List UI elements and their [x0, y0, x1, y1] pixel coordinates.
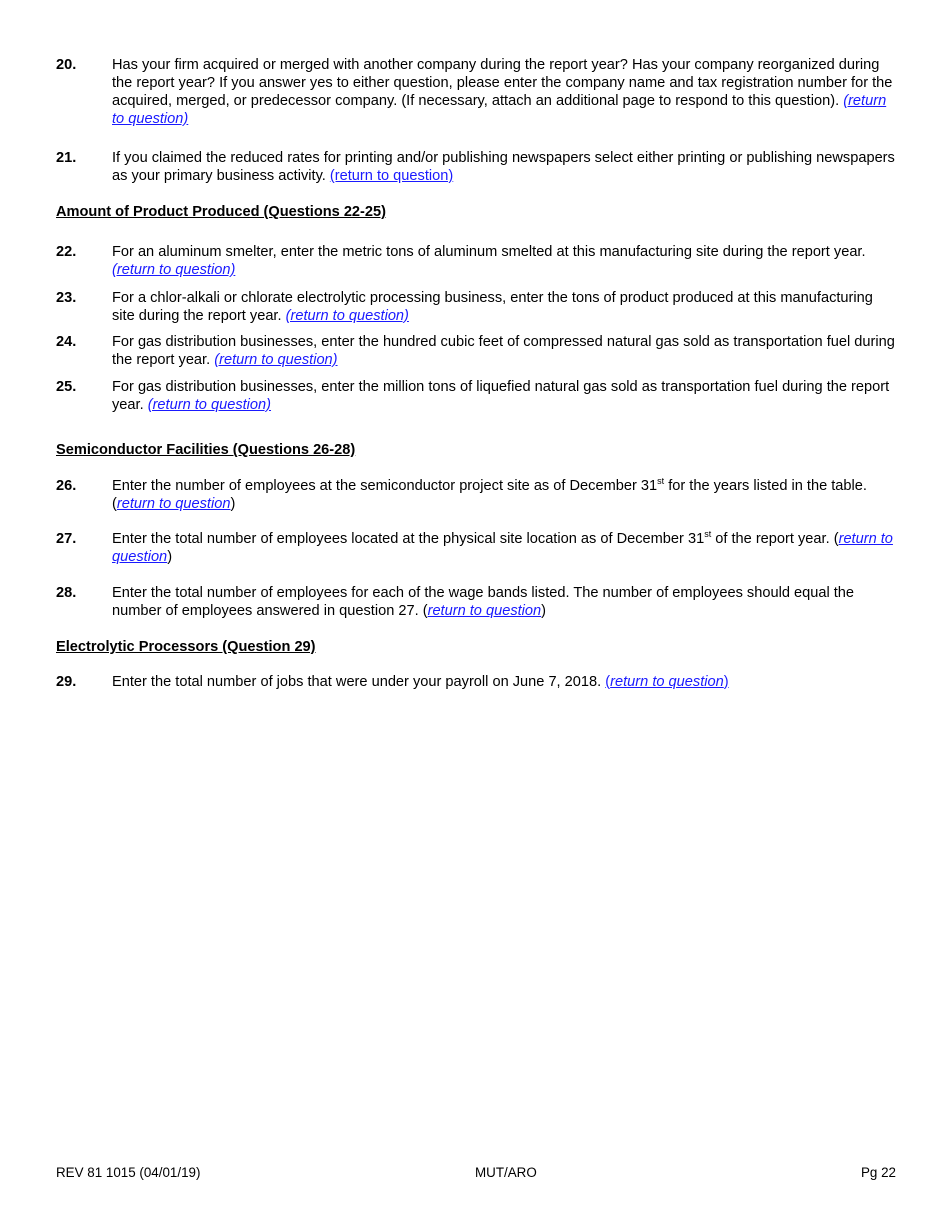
question-29	[56, 673, 729, 691]
question-26: 26. Enter the number of employees at the semiconductor project site as of December 31st for the years listed in the table. (return to question)	[56, 476, 872, 512]
question-21	[56, 149, 898, 185]
question-number: 23.	[56, 290, 77, 306]
question-number: 20.	[56, 57, 77, 73]
return-to-question-link[interactable]: (return to question)	[214, 352, 338, 368]
question-24	[56, 333, 898, 369]
form-code: MUT/ARO	[475, 1165, 537, 1180]
question-text: Enter the total number of employees for each of the wage bands listed. The number of employees should equal the number of employees answered in question 27.	[112, 585, 855, 619]
return-to-question-link[interactable]: return to question	[112, 531, 893, 565]
question-number: 22.	[56, 244, 77, 260]
return-to-question-link[interactable]: return to question	[116, 496, 231, 512]
question-text: If you claimed the reduced rates for printing and/or publishing newspapers select either printing or publishing newspapers as your primary business activity.	[112, 150, 895, 184]
section-heading-semiconductor: Semiconductor Facilities (Questions 26-28)	[56, 442, 356, 458]
question-text: Enter the total number of jobs that were under your payroll on June 7, 2018.	[112, 674, 602, 690]
return-to-question-link[interactable]: (return to question)	[147, 397, 272, 413]
question-28: 28. Enter the total number of employees for each of the wage bands listed. The number of employees should equal the number of employees answered in question 27. (return to question)	[56, 585, 855, 619]
return-to-question-link[interactable]: (return to question)	[285, 308, 409, 324]
question-27: 27. Enter the total number of employees located at the physical site location as of December 31st of the report year. (return to question)	[56, 529, 893, 565]
return-to-question-link[interactable]: (return to question)	[112, 262, 236, 278]
question-number: 26.	[56, 478, 77, 494]
question-number: 29.	[56, 674, 77, 690]
question-text: For gas distribution businesses, enter the hundred cubic feet of compressed natural gas sold as transportation fuel during the report year.	[112, 334, 895, 368]
return-to-question-link[interactable]: (return to question)	[329, 168, 454, 184]
return-to-question-link[interactable]: (return to question)	[112, 93, 887, 127]
question-number: 25.	[56, 379, 77, 395]
question-number: 27.	[56, 531, 77, 547]
page-number: Pg 22	[861, 1165, 896, 1180]
question-text: For an aluminum smelter, enter the metric tons of aluminum smelted at this manufacturing site during the report year.	[112, 244, 866, 260]
question-number: 21.	[56, 150, 77, 166]
question-25	[56, 378, 898, 414]
section-heading-product: Amount of Product Produced (Questions 22-25)	[56, 204, 387, 220]
question-number: 28.	[56, 585, 77, 601]
question-text: Has your firm acquired or merged with another company during the report year? Has your company reorganized during the report year? If you answer yes to either question, please enter the company name and tax registration number for the acquired, merged, or predecessor company. (If necessary, attach an additional page to respond to this question).	[112, 57, 893, 109]
return-to-question-link[interactable]: (return to question)	[605, 674, 729, 690]
question-number: 24.	[56, 334, 77, 350]
section-heading-electrolytic: Electrolytic Processors (Question 29)	[56, 639, 316, 655]
question-23	[56, 289, 898, 325]
question-20	[56, 56, 898, 128]
question-22	[56, 243, 898, 279]
return-to-question-link[interactable]: return to question	[427, 603, 542, 619]
question-text: For a chlor-alkali or chlorate electrolytic processing business, enter the tons of product produced at this manufacturing site during the report year.	[112, 290, 873, 324]
question-text: For gas distribution businesses, enter the million tons of liquefied natural gas sold as transportation fuel during the report year.	[112, 379, 890, 413]
revision-code: REV 81 1015 (04/01/19)	[56, 1165, 201, 1180]
